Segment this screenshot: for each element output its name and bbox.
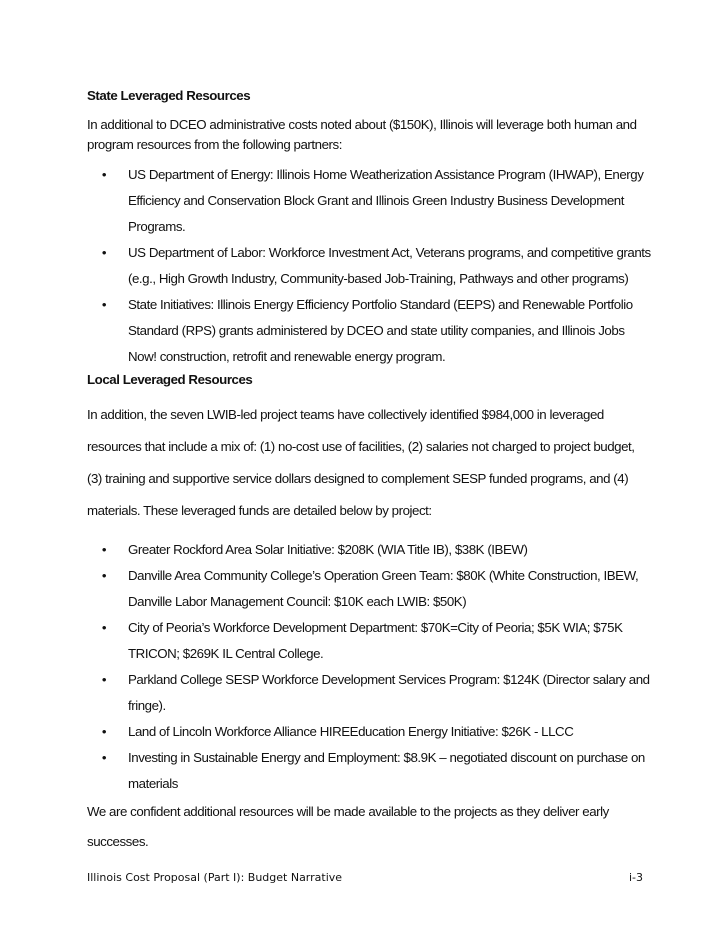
- paragraph-local-intro: In addition, the seven LWIB-led project teams have collectively identified $984,000 in leveraged resources that include a mix of: (1) no-cost use of facilities, (2) salaries not charged to project budget, (3) training and supportive service dollars designed to complement SESP funded programs, and (4) materials. These leveraged funds are detailed below by project:: [87, 407, 635, 518]
- bullet-icon: •: [101, 750, 107, 765]
- list-item: [87, 745, 652, 797]
- bullet-icon: •: [101, 542, 107, 557]
- list-item: [87, 240, 652, 292]
- bullet-icon: •: [101, 245, 107, 260]
- bullet-icon: •: [101, 167, 107, 182]
- list-item-text: US Department of Energy: Illinois Home Weatherization Assistance Program (IHWAP), Energy Efficiency and Conservation Block Grant and Illinois Green Industry Business Development Programs.: [128, 167, 644, 234]
- list-item-text: Greater Rockford Area Solar Initiative: $208K (WIA Title IB), $38K (IBEW): [128, 542, 528, 557]
- list-item: [87, 537, 652, 563]
- list-item-text: City of Peoria’s Workforce Development Department: $70K=City of Peoria; $5K WIA; $75K TRICON; $269K IL Central College.: [128, 620, 623, 661]
- bullet-icon: •: [101, 620, 107, 635]
- list-item-text: US Department of Labor: Workforce Investment Act, Veterans programs, and competitive grants (e.g., High Growth Industry, Community-based Job-Training, Pathways and other programs): [128, 245, 651, 286]
- page-footer: [87, 871, 643, 884]
- section-heading-local: Local Leveraged Resources: [87, 372, 253, 387]
- list-item: [87, 667, 652, 719]
- section-heading-state: State Leveraged Resources: [87, 88, 251, 103]
- bullet-list-state-partners: [87, 162, 652, 370]
- list-item-text: Land of Lincoln Workforce Alliance HIREEducation Energy Initiative: $26K - LLCC: [128, 724, 574, 739]
- paragraph-state-intro: In additional to DCEO administrative costs noted about ($150K), Illinois will leverage both human and program resources from the following partners:: [87, 117, 637, 152]
- list-item: [87, 615, 652, 667]
- list-item-text: Investing in Sustainable Energy and Employment: $8.9K – negotiated discount on purchase on materials: [128, 750, 645, 791]
- bullet-icon: •: [101, 672, 107, 687]
- list-item: [87, 563, 652, 615]
- page-number: i-3: [628, 871, 643, 884]
- list-item-text: Parkland College SESP Workforce Development Services Program: $124K (Director salary and fringe).: [128, 672, 650, 713]
- footer-title: Illinois Cost Proposal (Part I): Budget Narrative: [87, 871, 343, 884]
- list-item: [87, 292, 652, 370]
- list-item-text: State Initiatives: Illinois Energy Efficiency Portfolio Standard (EEPS) and Renewable Portfolio Standard (RPS) grants administered by DCEO and state utility companies, and Illinois Jobs Now! construction, retrofit and renewable energy program.: [128, 297, 633, 364]
- document-body: [87, 86, 652, 857]
- list-item: [87, 719, 652, 745]
- bullet-icon: •: [101, 724, 107, 739]
- paragraph-closing: We are confident additional resources will be made available to the projects as they deliver early successes.: [87, 804, 609, 849]
- bullet-icon: •: [101, 568, 107, 583]
- bullet-icon: •: [101, 297, 107, 312]
- list-item: [87, 162, 652, 240]
- bullet-list-local-projects: [87, 537, 652, 797]
- list-item-text: Danville Area Community College’s Operation Green Team: $80K (White Construction, IBEW, Danville Labor Management Council: $10K each LWIB: $50K): [128, 568, 639, 609]
